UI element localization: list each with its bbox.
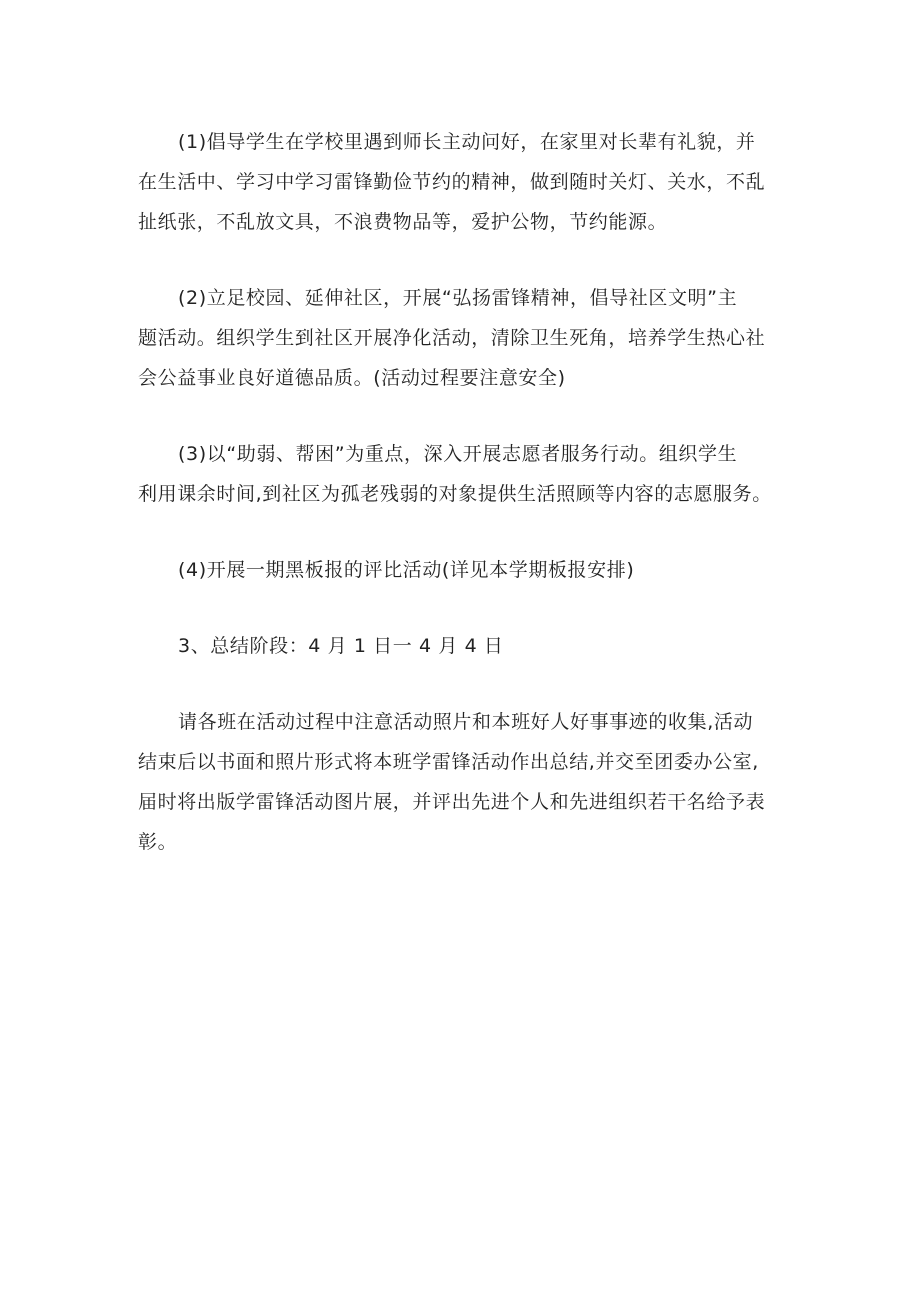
paragraph-line: 届时将出版学雷锋活动图片展，并评出先进个人和先进组织若干名给予表 (138, 791, 766, 813)
paragraph-line: 结束后以书面和照片形式将本班学雷锋活动作出总结,并交至团委办公室, (138, 751, 759, 773)
paragraph-line: (4)开展一期黑板报的评比活动(详见本学期板报安排) (178, 559, 635, 581)
paragraph-spacer (138, 422, 798, 434)
document-body (138, 122, 798, 886)
paragraph-line: 题活动。组织学生到社区开展净化活动，清除卫生死角，培养学生热心社 (138, 327, 766, 349)
paragraph-line: 请各班在活动过程中注意活动照片和本班好人好事事迹的收集,活动 (178, 711, 754, 733)
paragraph-item-3 (138, 434, 798, 514)
paragraph-spacer (138, 690, 798, 702)
section-heading-summary-stage (138, 626, 798, 666)
paragraph-spacer (138, 538, 798, 550)
paragraph-spacer (138, 614, 798, 626)
paragraph-item-5 (138, 702, 798, 862)
paragraph-line: (2)立足校园、延伸社区，开展“弘扬雷锋精神，倡导社区文明”主 (178, 287, 738, 309)
paragraph-line: 利用课余时间,到社区为孤老残弱的对象提供生活照顾等内容的志愿服务。 (138, 483, 772, 505)
paragraph-item-1 (138, 122, 798, 242)
paragraph-item-4 (138, 550, 798, 590)
paragraph-line: 扯纸张，不乱放文具，不浪费物品等，爱护公物，节约能源。 (138, 211, 668, 233)
paragraph-line: (3)以“助弱、帮困”为重点，深入开展志愿者服务行动。组织学生 (178, 443, 738, 465)
paragraph-line: (1)倡导学生在学校里遇到师长主动问好，在家里对长辈有礼貌，并 (178, 131, 756, 153)
paragraph-line: 在生活中、学习中学习雷锋勤俭节约的精神，做到随时关灯、关水，不乱 (138, 171, 766, 193)
paragraph-line: 会公益事业良好道德品质。(活动过程要注意安全) (138, 367, 566, 389)
paragraph-item-2 (138, 278, 798, 398)
paragraph-spacer (138, 266, 798, 278)
paragraph-line: 3、总结阶段：4 月 1 日一 4 月 4 日 (178, 635, 504, 657)
paragraph-line: 彰。 (138, 831, 178, 853)
